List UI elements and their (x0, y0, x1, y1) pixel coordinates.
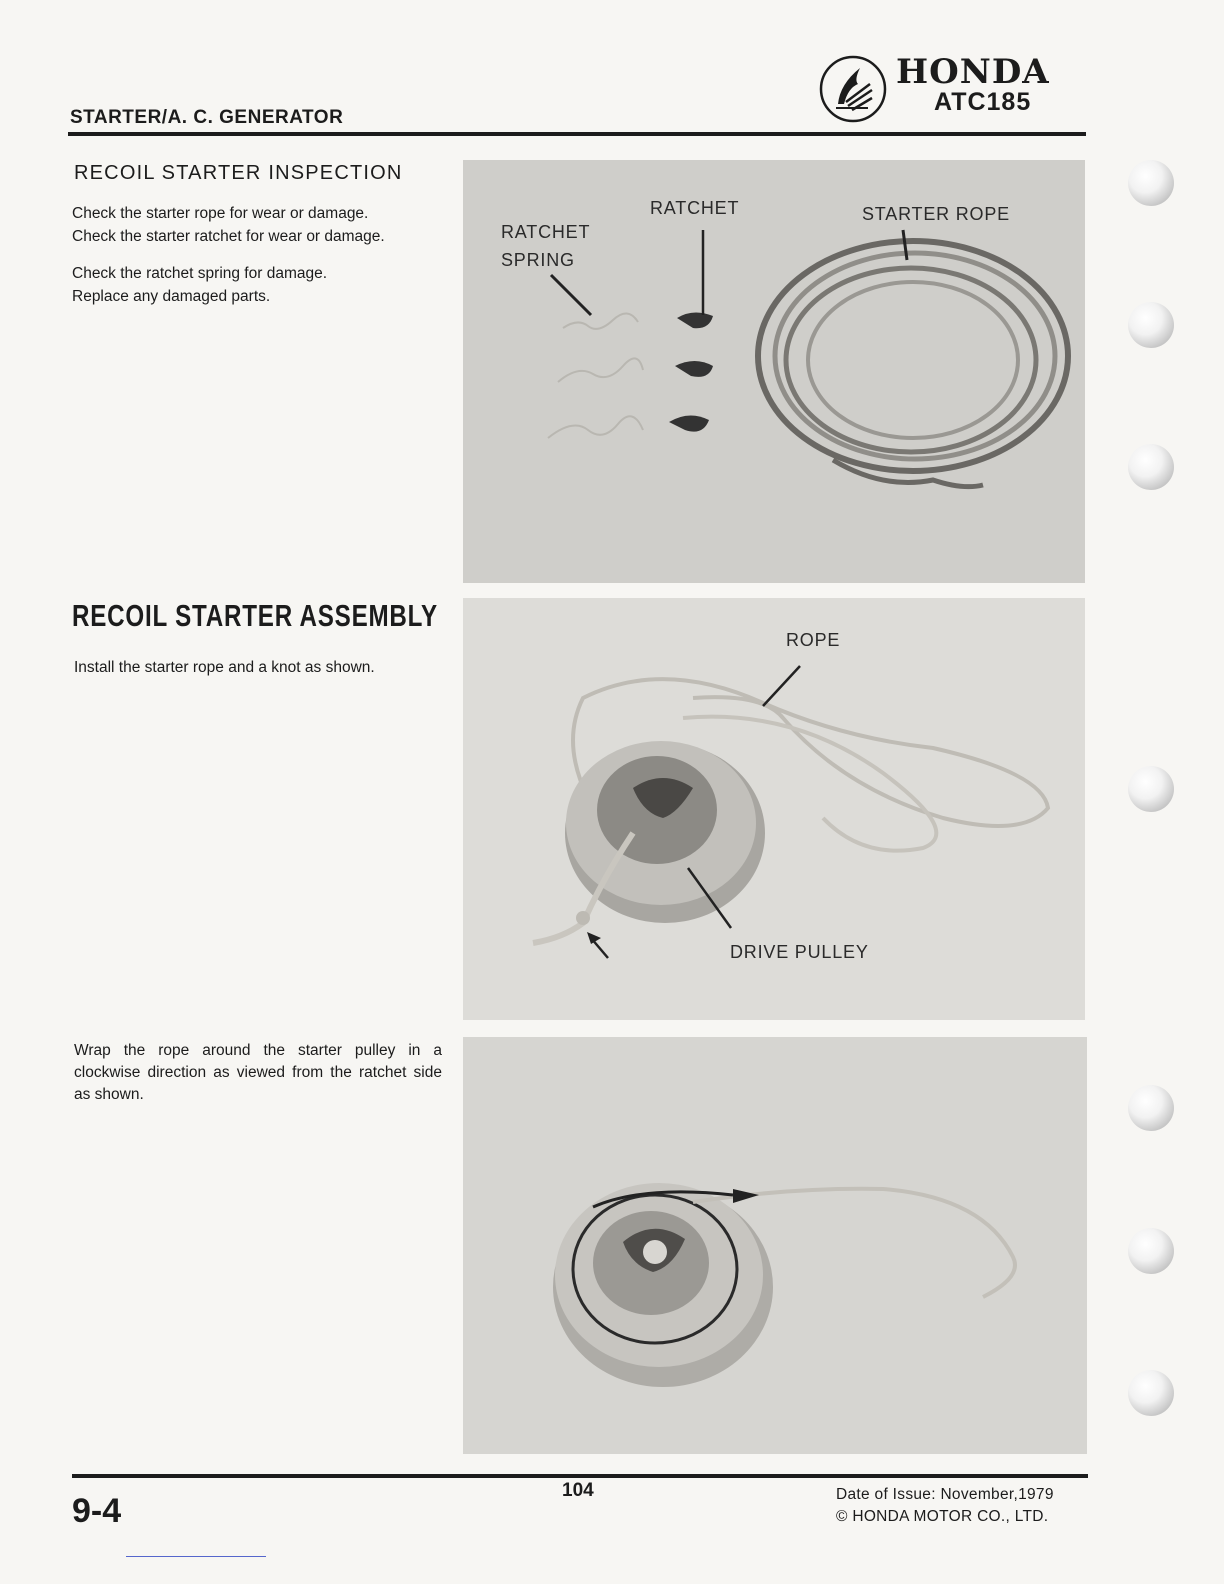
binder-hole (1128, 302, 1174, 348)
bottom-divider (126, 1556, 266, 1557)
label-line: RATCHET (501, 222, 591, 242)
wrap-illustration (463, 1037, 1087, 1454)
inspection-subheading: RECOIL STARTER INSPECTION (74, 162, 403, 184)
photo-rope-wrapped-pulley (463, 1037, 1087, 1454)
binder-hole (1128, 1085, 1174, 1131)
label-rope: ROPE (786, 630, 841, 650)
text-line: Check the ratchet spring for damage. (72, 265, 328, 282)
label-starter-rope: STARTER ROPE (862, 204, 1010, 224)
assembly-paragraph-2: Wrap the rope around the starter pulley in a clockwise direction as viewed from the ratchet side as shown. (74, 1042, 442, 1103)
binder-hole (1128, 766, 1174, 812)
photo-drive-pulley-rope (463, 598, 1085, 1020)
binder-hole (1128, 444, 1174, 490)
section-title: STARTER/A. C. GENERATOR (70, 107, 344, 128)
inspection-paragraph-1 (72, 202, 444, 248)
page-number: 104 (562, 1480, 594, 1501)
header-rule (68, 132, 1086, 136)
text-line: Check the starter ratchet for wear or damage. (72, 228, 385, 245)
footer-rule (72, 1474, 1088, 1478)
text-line: Replace any damaged parts. (72, 288, 271, 305)
label-drive-pulley: DRIVE PULLEY (730, 942, 869, 962)
binder-hole (1128, 1228, 1174, 1274)
assembly-paragraph-1: Install the starter rope and a knot as shown. (74, 659, 375, 676)
binder-hole (1128, 1370, 1174, 1416)
issue-date: Date of Issue: November,1979 (836, 1486, 1054, 1503)
honda-wing-logo-icon (818, 54, 888, 124)
brand-name: HONDA (896, 52, 1050, 92)
binder-hole (1128, 160, 1174, 206)
inspection-paragraph-2 (72, 262, 444, 308)
copyright: © HONDA MOTOR CO., LTD. (836, 1508, 1049, 1525)
model-name: ATC185 (934, 88, 1032, 116)
photo-inspection-parts (463, 160, 1085, 583)
page-code: 9-4 (72, 1492, 122, 1530)
assembly-heading: RECOIL STARTER ASSEMBLY (72, 598, 438, 633)
label-ratchet-spring (501, 218, 590, 274)
issue-info (836, 1484, 1088, 1528)
label-line: SPRING (501, 250, 575, 270)
label-ratchet: RATCHET (650, 198, 740, 218)
text-line: Check the starter rope for wear or damage. (72, 205, 369, 222)
